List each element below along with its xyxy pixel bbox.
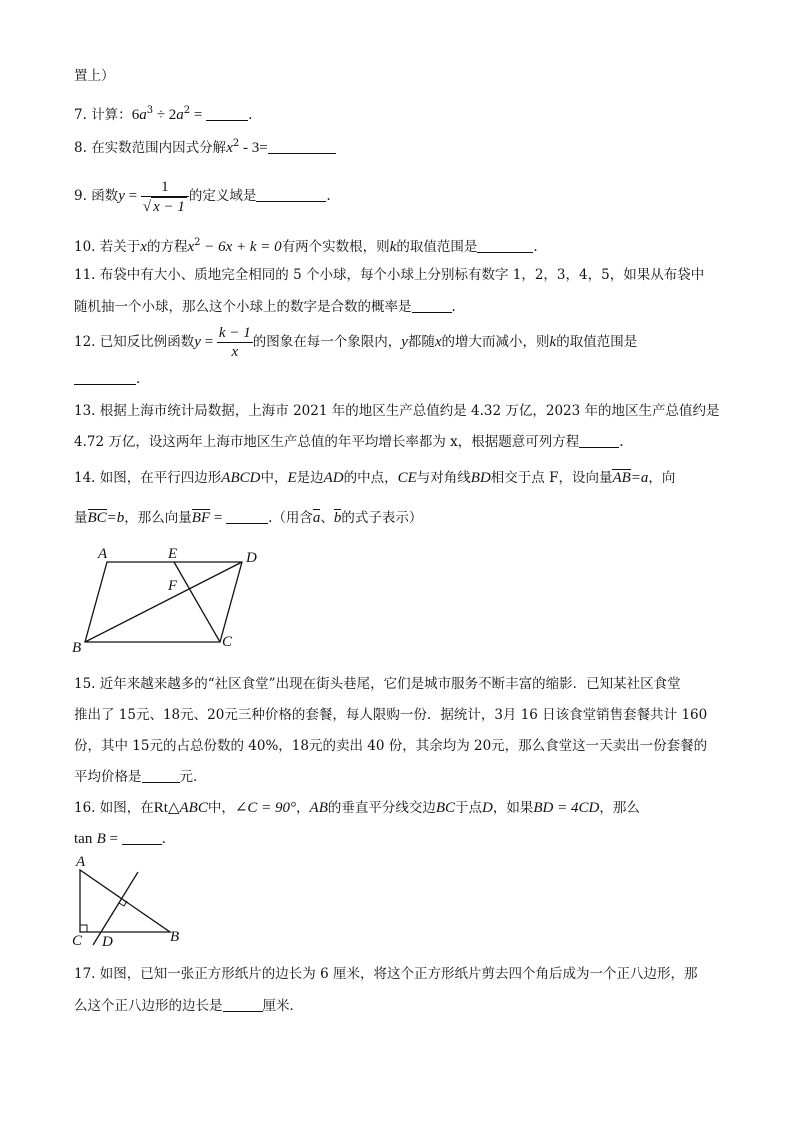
- q16-end: .: [161, 831, 167, 847]
- q14-vector-ab: AB: [612, 470, 631, 486]
- question-15-line-2: [74, 705, 707, 725]
- q12-y2: y: [401, 334, 408, 350]
- q12-k: k: [549, 334, 557, 350]
- q15-line1: 近年来越来越多的“社区食堂”出现在街头巷尾，它们是城市服务不断丰富的缩影．已知某社区食堂: [99, 676, 681, 692]
- label-c: C: [72, 933, 83, 949]
- q12-number: 12.: [74, 334, 96, 350]
- q12-fraction: [217, 324, 253, 361]
- question-7: [74, 101, 252, 125]
- q10-x: x: [140, 239, 147, 255]
- q14-eq-b: =b: [106, 510, 125, 526]
- q7-number: 7.: [74, 107, 87, 123]
- question-17-line-1: [74, 964, 697, 984]
- q14-t5: 与对角线: [416, 470, 471, 486]
- q8-answer-blank[interactable]: [268, 139, 336, 154]
- q16-tan: tan: [74, 831, 93, 847]
- q12-end: .: [136, 371, 141, 387]
- q10-mid: 的方程: [146, 239, 188, 255]
- q14-t11: 的式子表示）: [341, 510, 423, 526]
- q12-x: x: [434, 334, 442, 350]
- q10-eq-exp: 2: [194, 237, 201, 248]
- q9-radicand: x − 1: [153, 198, 185, 215]
- q16-angle: ∠C = 90°: [234, 800, 297, 816]
- q9-answer-blank[interactable]: [256, 187, 326, 202]
- q14-t6: 相交于点 F，设向量: [490, 470, 613, 486]
- q13-line1: 根据上海市统计局数据，上海市 2021 年的地区生产总值约是 4.32 万亿，2023 年的地区生产总值约是: [99, 403, 720, 419]
- question-15-line-4: [74, 767, 207, 787]
- q14-eq-a: =a: [630, 470, 649, 486]
- q9-tail: 的定义域是: [188, 188, 257, 204]
- q12-lead: 已知反比例函数: [99, 334, 195, 350]
- q17-line2b: 厘米．: [262, 998, 303, 1014]
- q16-t7: ，那么: [599, 800, 640, 816]
- q12-text2: 都随: [407, 334, 435, 350]
- q14-sep: 、: [320, 510, 334, 526]
- question-11-line-2: [74, 297, 456, 317]
- q14-t8: 量: [74, 510, 88, 526]
- question-13-line-2: [74, 432, 624, 452]
- q7-exp1: 3: [146, 105, 154, 116]
- label-d: D: [246, 550, 257, 566]
- header-text: 置上）: [74, 68, 115, 84]
- q7-answer-blank[interactable]: [206, 106, 248, 121]
- q10-lead: 若关于: [99, 239, 141, 255]
- q7-tail: .: [248, 107, 253, 123]
- q15-line3: 份，其中 15元的占总份数的 40%，18元的卖出 40 份，其余均为 20元，那么食堂这一天卖出一份套餐的: [74, 738, 708, 754]
- q16-number: 16.: [74, 800, 96, 816]
- q14-ce: CE: [397, 470, 417, 486]
- q9-lead: 函数: [91, 188, 119, 204]
- q14-ad: AD: [323, 470, 344, 486]
- q14-t3: 是边: [296, 470, 324, 486]
- question-9: [74, 176, 331, 216]
- q16-bd-4cd: BD = 4CD: [533, 800, 600, 816]
- q15-answer-blank[interactable]: [142, 768, 180, 783]
- q16-t3: ，: [296, 800, 310, 816]
- q17-answer-blank[interactable]: [223, 997, 263, 1012]
- q13-number: 13.: [74, 403, 96, 419]
- q7-exp2: 2: [183, 105, 191, 116]
- q15-line4a: 平均价格是: [74, 769, 142, 785]
- q13-end: .: [619, 434, 624, 450]
- q13-answer-blank[interactable]: [579, 433, 619, 448]
- q7-var2: a: [176, 107, 184, 123]
- q14-e: E: [287, 470, 297, 486]
- q16-ab: AB: [309, 800, 328, 816]
- q9-numerator: 1: [161, 178, 169, 195]
- question-17-line-2: [74, 996, 303, 1016]
- q16-answer-blank[interactable]: [122, 830, 162, 845]
- q9-denominator: √ x − 1: [141, 196, 189, 216]
- q10-eq-var: x: [187, 239, 195, 255]
- q14-t2: 中，: [260, 470, 288, 486]
- label-b: B: [72, 640, 82, 656]
- label-f: F: [168, 578, 178, 594]
- q13-line2: 4.72 万亿，设这两年上海市地区生产总值的年平均增长率都为 x，根据题意可列方程: [74, 434, 580, 450]
- q12-denominator: x: [217, 342, 253, 361]
- triangle-abc: [80, 870, 170, 932]
- q9-fraction: [141, 178, 189, 216]
- q14-vector-bf: BF: [191, 510, 211, 526]
- question-15-line-3: [74, 736, 707, 756]
- q8-rest: - 3=: [239, 140, 268, 156]
- q16-bc: BC: [435, 800, 456, 816]
- q10-text2: 有两个实数根，则: [281, 239, 390, 255]
- q11-answer-blank[interactable]: [412, 298, 452, 313]
- label-a: A: [76, 854, 86, 870]
- question-10: [74, 233, 538, 257]
- q10-eq-rest: − 6x + k = 0: [200, 239, 282, 255]
- label-a: A: [98, 546, 108, 562]
- question-14-line-2: [74, 508, 422, 528]
- q12-text1: 的图象在每一个象限内，: [252, 334, 402, 350]
- q10-k: k: [389, 239, 397, 255]
- q16-abc: ABC: [179, 800, 208, 816]
- q16-b: B: [96, 831, 106, 847]
- q11-end: .: [451, 299, 456, 315]
- q14-t10: .（用含: [268, 510, 313, 526]
- q10-end: .: [533, 239, 538, 255]
- right-angle-mark-c: [80, 925, 87, 932]
- q9-y: y: [118, 188, 125, 204]
- q14-number: 14.: [74, 470, 96, 486]
- q16-d: D: [482, 800, 493, 816]
- page-header: [74, 66, 115, 86]
- diagonal-bd: [85, 562, 242, 642]
- q7-var: a: [139, 107, 147, 123]
- q14-abcd: ABCD: [221, 470, 261, 486]
- q10-text3: 的取值范围是: [396, 239, 478, 255]
- q7-op: ÷ 2: [153, 107, 177, 123]
- q16-eq: =: [105, 831, 122, 847]
- question-14-line-1: [74, 468, 675, 488]
- figure-16-right-triangle: [66, 852, 196, 952]
- figure-14-parallelogram: [60, 540, 280, 660]
- q7-eq: =: [190, 107, 207, 123]
- q14-answer-blank[interactable]: [226, 509, 268, 524]
- q16-t1: 如图，在: [99, 800, 154, 816]
- q15-number: 15.: [74, 676, 96, 692]
- q12-numerator: k − 1: [218, 325, 251, 341]
- q7-coef: 6: [131, 107, 140, 123]
- q14-t9: ，那么向量: [124, 510, 192, 526]
- q10-answer-blank[interactable]: [477, 238, 533, 253]
- label-d: D: [102, 934, 113, 950]
- question-8: [74, 134, 336, 158]
- q11-line2: 随机抽一个小球，那么这个小球上的数字是合数的概率是: [74, 299, 412, 315]
- q14-vector-a: a: [312, 510, 321, 526]
- q17-line1: 如图，已知一张正方形纸片的边长为 6 厘米，将这个正方形纸片剪去四个角后成为一个正八边形，那: [99, 966, 698, 982]
- q14-eq: =: [210, 510, 227, 526]
- q16-t5: 于点: [455, 800, 483, 816]
- q10-number: 10.: [74, 239, 96, 255]
- q9-number: 9.: [74, 188, 87, 204]
- q11-line1: 布袋中有大小、质地完全相同的 5 个小球，每个小球上分别标有数字 1，2，3，4，5，如果从布袋中: [99, 267, 705, 283]
- label-e: E: [168, 546, 178, 562]
- q14-t4: 的中点，: [343, 470, 398, 486]
- q8-text: 在实数范围内因式分解: [91, 140, 227, 156]
- q12-y: y: [194, 334, 201, 350]
- q8-number: 8.: [74, 140, 87, 156]
- q15-line2: 推出了 15元、18元、20元三种价格的套餐，每人限购一份．据统计，3月 16 日该食堂销售套餐共计 160: [74, 707, 708, 723]
- q12-answer-blank[interactable]: [74, 370, 136, 385]
- question-15-line-1: [74, 674, 681, 694]
- q12-text4: 的取值范围是: [556, 334, 638, 350]
- q16-rt: Rt△: [153, 800, 180, 816]
- q14-vector-bc: BC: [87, 510, 107, 526]
- q16-t6: ，如果: [492, 800, 534, 816]
- q11-number: 11.: [74, 267, 96, 283]
- q16-t4: 的垂直平分线交边: [327, 800, 436, 816]
- q8-exp: 2: [232, 138, 240, 149]
- q14-vector-b: b: [333, 510, 342, 526]
- q14-t7: ，向: [648, 470, 676, 486]
- q17-number: 17.: [74, 966, 96, 982]
- question-12-line-1: [74, 322, 637, 362]
- question-16-line-2: [74, 829, 166, 849]
- label-c: C: [222, 634, 233, 650]
- q9-end: .: [326, 188, 331, 204]
- question-13-line-1: [74, 401, 720, 421]
- q15-line4b: 元．: [179, 769, 207, 785]
- q16-t2: 中，: [207, 800, 235, 816]
- question-11-line-1: [74, 265, 704, 285]
- question-16-line-1: [74, 798, 640, 818]
- q9-eq: =: [124, 188, 141, 204]
- question-12-line-2: [74, 369, 140, 389]
- q14-bd: BD: [470, 470, 491, 486]
- q12-eq: =: [200, 334, 217, 350]
- segment-ce: [174, 562, 220, 642]
- q7-lead: 计算：: [91, 107, 132, 123]
- q12-text3: 的增大而减小，则: [441, 334, 550, 350]
- label-b: B: [170, 929, 180, 945]
- q8-var: x: [226, 140, 233, 156]
- q14-t1: 如图，在平行四边形: [99, 470, 222, 486]
- q17-line2a: 么这个正八边形的边长是: [74, 998, 223, 1014]
